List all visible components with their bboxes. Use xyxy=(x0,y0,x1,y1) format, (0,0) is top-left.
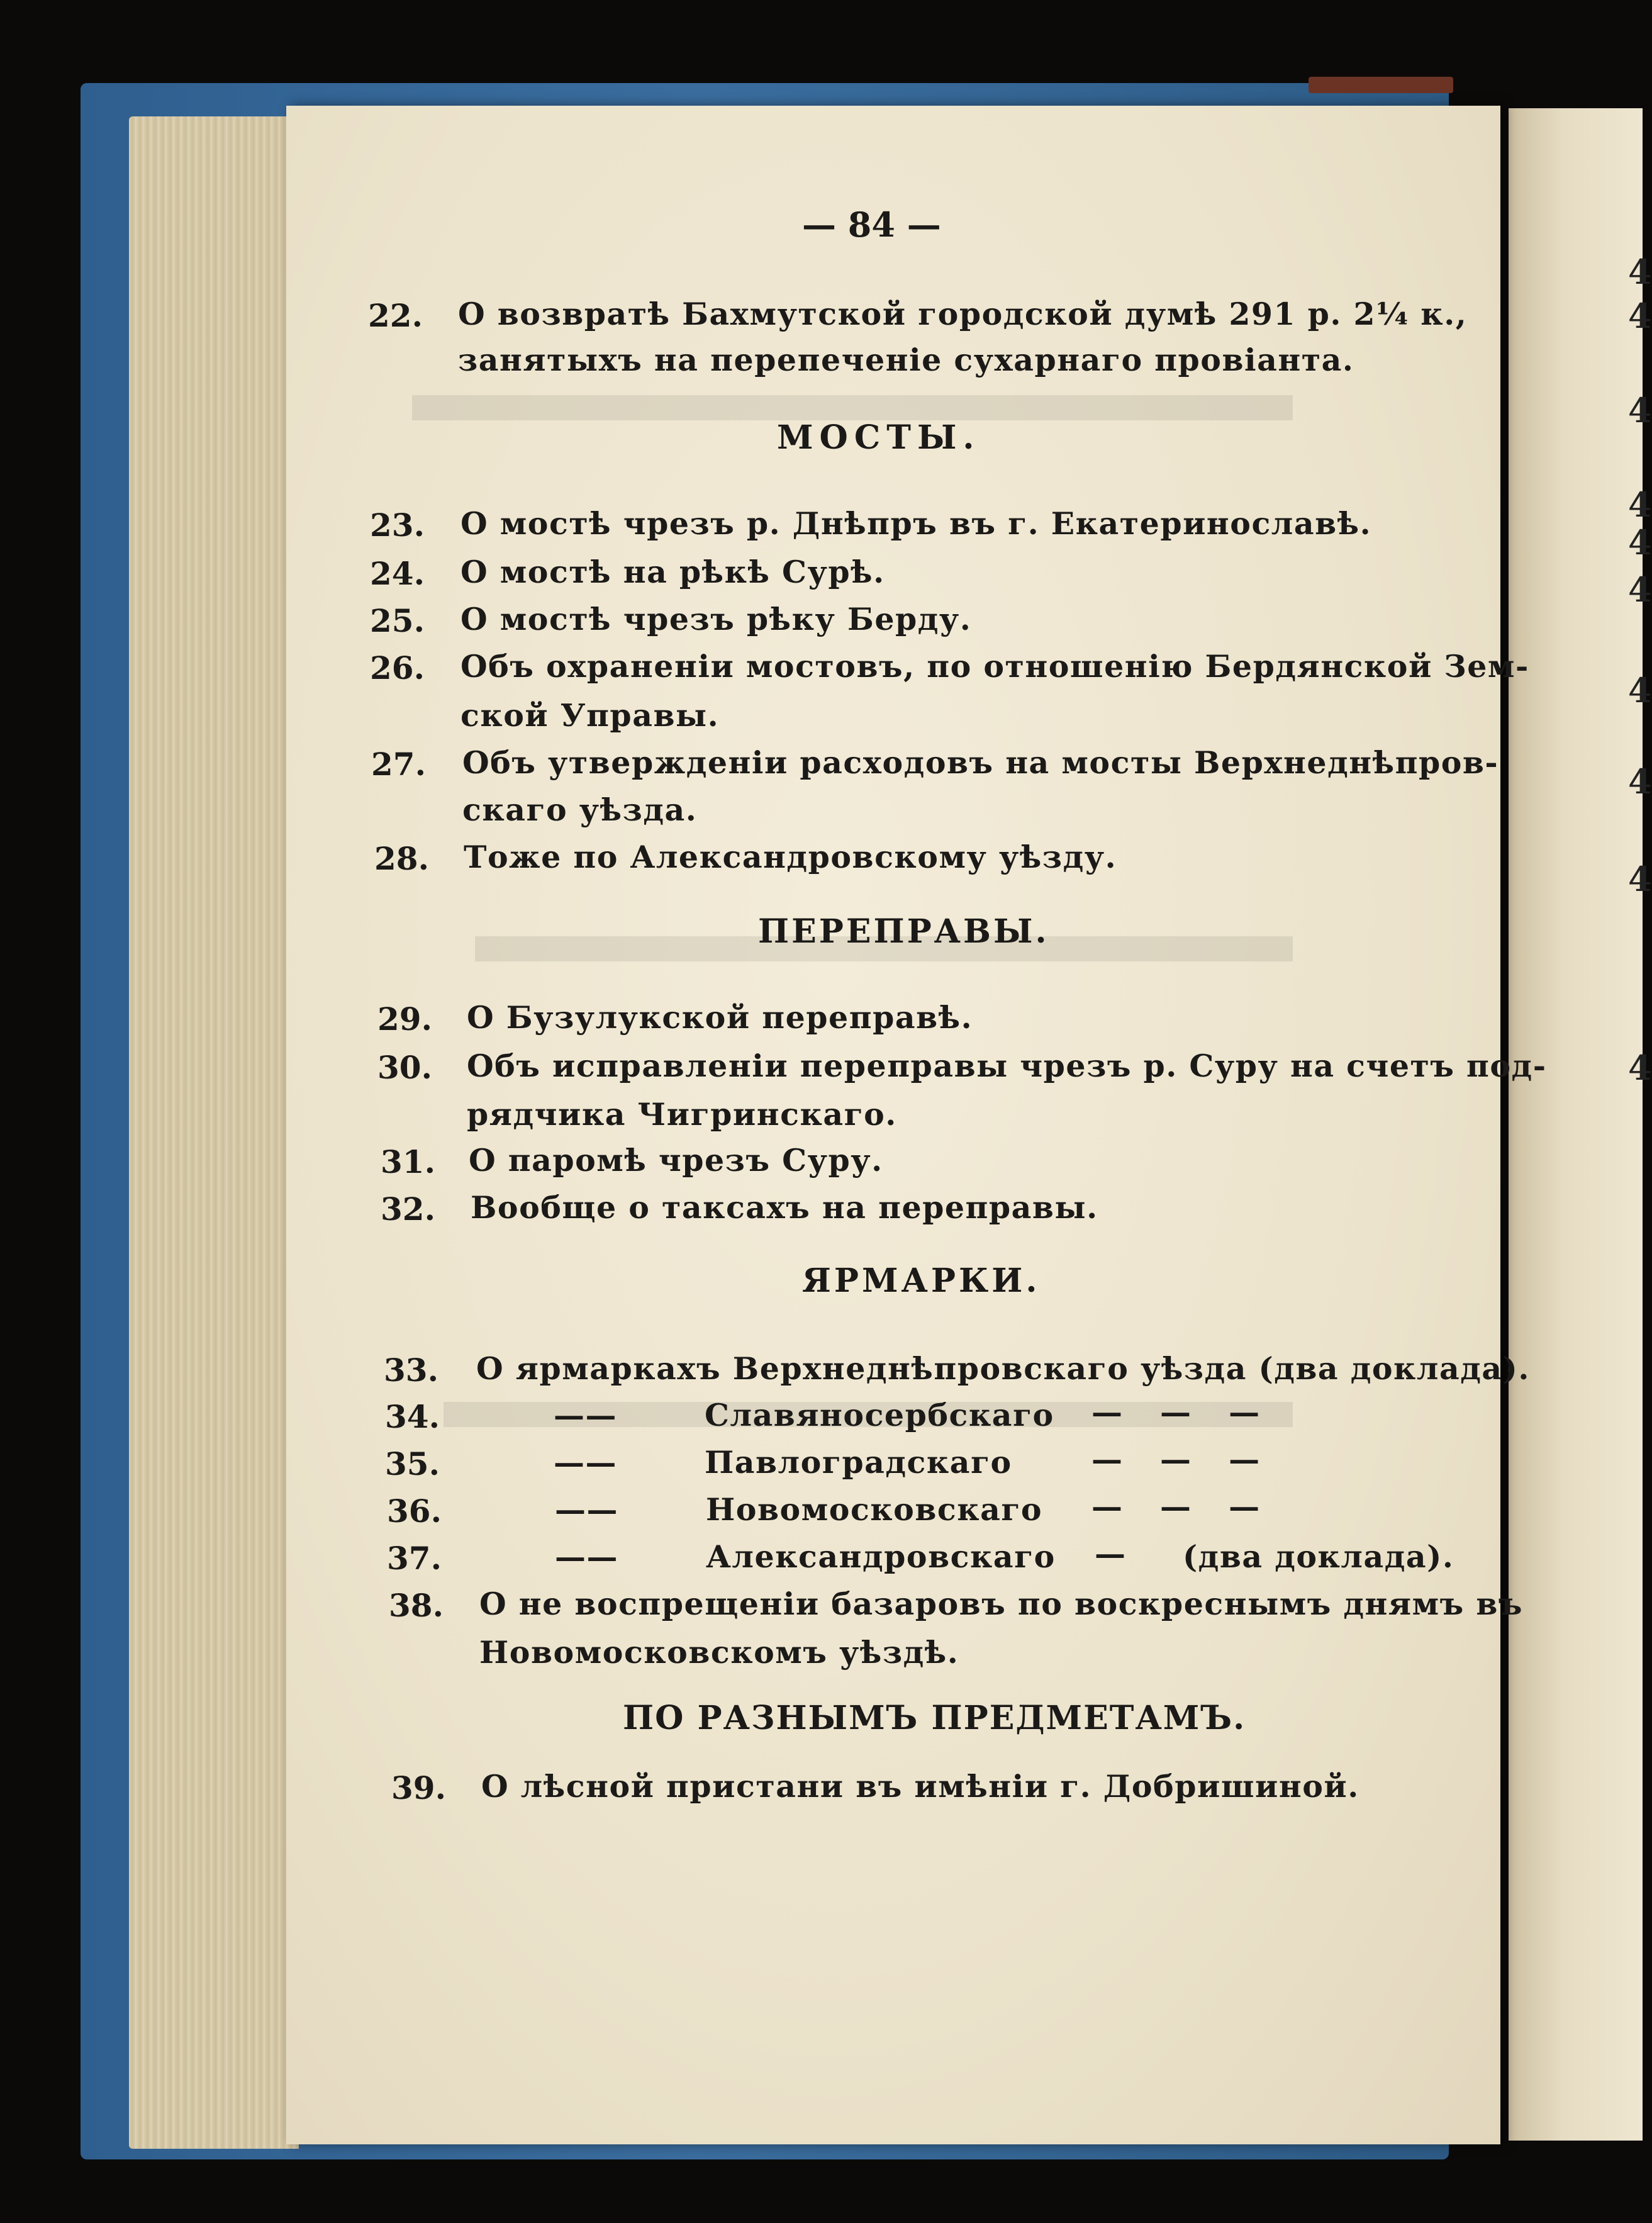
next-page-digit: 4 xyxy=(1628,390,1652,430)
entry-text: О лѣсной пристани въ имѣніи г. Добришиной. xyxy=(481,1768,1359,1805)
entry-number: 31. xyxy=(381,1143,435,1180)
entry-number: 36. xyxy=(387,1492,442,1530)
ditto-dash: —— xyxy=(554,1444,617,1481)
entry-text: О паромѣ чрезъ Суру. xyxy=(469,1142,883,1179)
entry-number: 39. xyxy=(391,1769,446,1806)
page-number: — 84 — xyxy=(802,204,941,245)
entry-number: 25. xyxy=(370,602,425,639)
entry-text-continuation: занятыхъ на перепеченіе сухарнаго провіанта. xyxy=(458,342,1354,378)
next-page-digit: 4 xyxy=(1628,252,1652,292)
entry-note: (два доклада). xyxy=(1183,1538,1454,1575)
entry-number: 32. xyxy=(381,1190,435,1228)
ditto-dash: — — — xyxy=(1091,1394,1261,1430)
entry-text: О не воспрещеніи базаровъ по воскреснымъ днямъ въ xyxy=(479,1586,1523,1622)
entry-number: 35. xyxy=(385,1445,440,1482)
entry-text: О Бузулукской переправѣ. xyxy=(467,999,973,1036)
ditto-dash: — — — xyxy=(1091,1488,1261,1525)
entry-text-continuation: скаго уѣзда. xyxy=(462,792,698,828)
entry-number: 29. xyxy=(377,1000,432,1038)
entry-text: О ярмаркахъ Верхнеднѣпровскаго уѣзда (два доклада). xyxy=(476,1350,1530,1387)
section-heading-ferries: ПЕРЕПРАВЫ. xyxy=(758,912,1049,951)
entry-text: Объ охраненіи мостовъ, по отношенію Бердянской Зем- xyxy=(460,648,1529,685)
cover-edge-strip xyxy=(1309,77,1453,93)
ditto-dash: — xyxy=(1095,1535,1127,1572)
entry-text: Новомосковскаго xyxy=(706,1491,1043,1528)
entry-number: 34. xyxy=(385,1398,440,1435)
entry-number: 30. xyxy=(377,1049,432,1086)
entry-number: 27. xyxy=(371,746,426,783)
next-page-digit: 4 xyxy=(1628,1048,1652,1088)
next-page-digit: 4 xyxy=(1628,569,1652,610)
next-page-digit: 4 xyxy=(1628,670,1652,710)
entry-number: 22. xyxy=(368,297,423,334)
entry-number: 37. xyxy=(387,1540,442,1577)
entry-text: Тоже по Александровскому уѣзду. xyxy=(464,839,1117,875)
next-page-digit: 4 xyxy=(1628,522,1652,563)
entry-text: Славяносербскаго xyxy=(705,1397,1054,1433)
next-page-digit: 4 xyxy=(1628,484,1652,525)
entry-number: 24. xyxy=(370,555,425,592)
section-heading-fairs: ЯРМАРКИ. xyxy=(802,1262,1041,1300)
section-heading-misc: ПО РАЗНЫМЪ ПРЕДМЕТАМЪ. xyxy=(623,1699,1246,1737)
ditto-dash: —— xyxy=(555,1491,618,1528)
entry-text: Объ утвержденіи расходовъ на мосты Верхнеднѣпров- xyxy=(462,744,1499,781)
ditto-dash: —— xyxy=(555,1538,618,1575)
entry-text-continuation: рядчика Чигринскаго. xyxy=(467,1096,897,1133)
entry-number: 38. xyxy=(389,1587,444,1624)
entry-number: 23. xyxy=(370,507,425,544)
entry-text: Павлоградскаго xyxy=(705,1444,1012,1481)
entry-text: О мостѣ чрезъ р. Днѣпръ въ г. Екатеринославѣ. xyxy=(460,505,1372,542)
ditto-dash: — — — xyxy=(1091,1441,1261,1477)
entry-text: Вообще о таксахъ на переправы. xyxy=(471,1189,1098,1226)
next-page-digit: 4 xyxy=(1628,761,1652,802)
entry-text: Объ исправленіи переправы чрезъ р. Суру на счетъ под- xyxy=(467,1048,1547,1084)
ditto-dash: —— xyxy=(554,1397,617,1433)
entry-text: О мостѣ чрезъ рѣку Берду. xyxy=(460,601,972,637)
next-page-digit: 4 xyxy=(1628,296,1652,336)
entry-number: 26. xyxy=(370,649,425,686)
next-page-digit: 4 xyxy=(1628,859,1652,899)
entry-text: О мостѣ на рѣкѣ Сурѣ. xyxy=(460,554,885,590)
entry-number: 28. xyxy=(374,840,429,877)
entry-number: 33. xyxy=(384,1352,438,1389)
entry-text: О возвратѣ Бахмутской городской думѣ 291 р. 2¼ к., xyxy=(458,296,1468,332)
entry-text: Александровскаго xyxy=(706,1538,1056,1575)
entry-text-continuation: Новомосковскомъ уѣздѣ. xyxy=(479,1634,959,1671)
entry-text-continuation: ской Управы. xyxy=(460,697,720,734)
section-heading-bridges: МОСТЫ. xyxy=(777,418,981,457)
next-page-sliver xyxy=(1509,108,1643,2141)
page-edges xyxy=(129,116,299,2149)
bleed-through xyxy=(412,395,1293,420)
